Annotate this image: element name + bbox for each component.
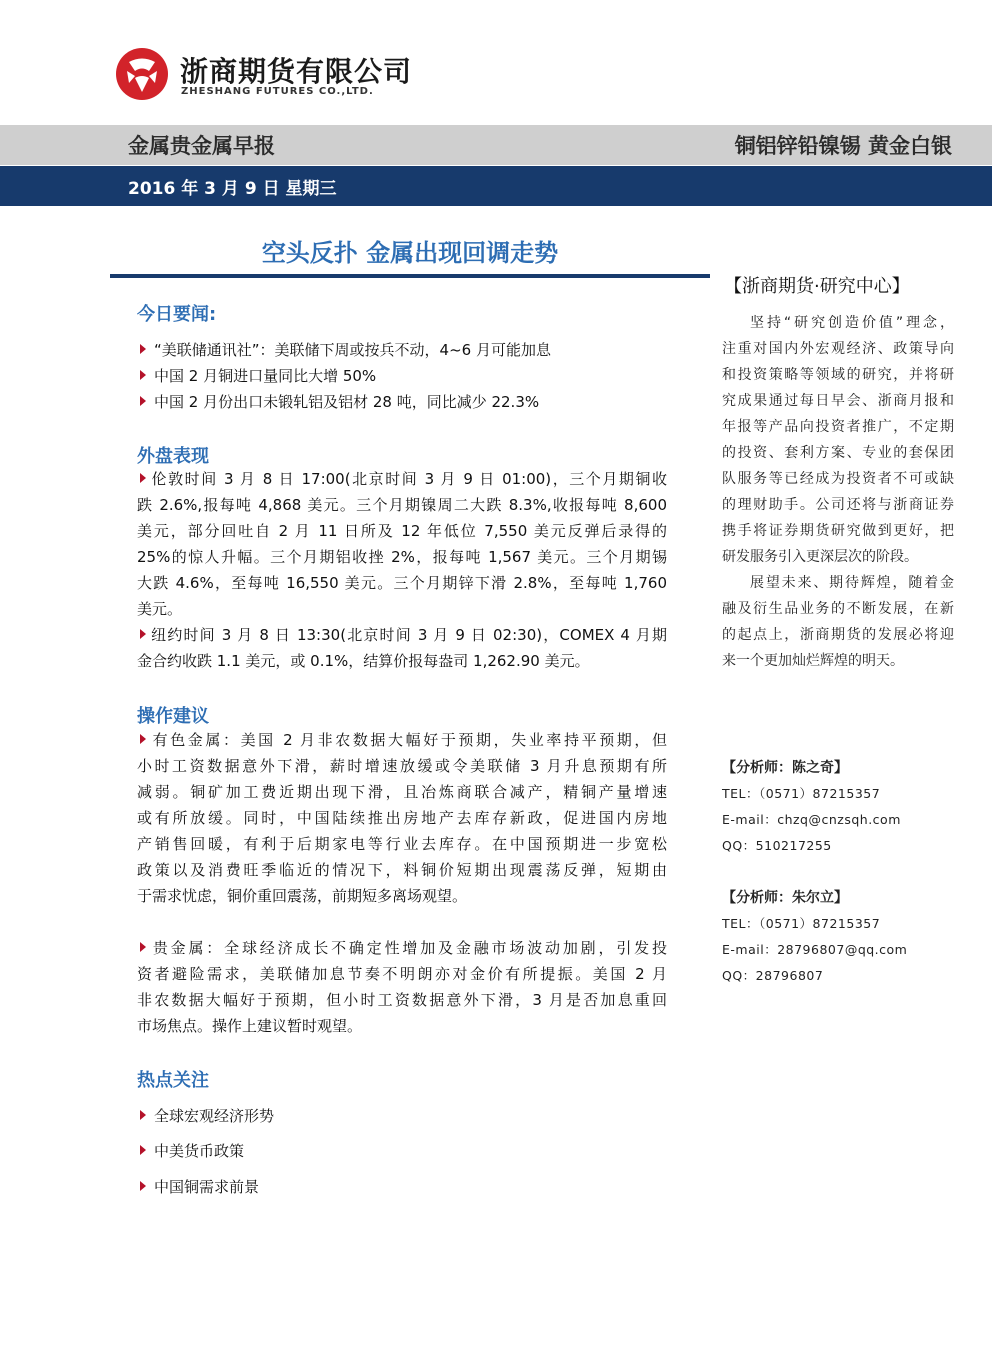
overseas-heading: 外盘表现 [137,446,209,467]
research-center-title: 【浙商期货·研究中心】 [724,276,910,297]
bullet-triangle-icon [140,1145,146,1155]
news-heading: 今日要闻: [137,304,217,325]
metals-covered: 铜铝锌铅镍锡 黄金白银 [734,134,952,158]
report-date: 2016 年 3 月 9 日 星期三 [128,179,337,199]
bullet-triangle-icon [140,1181,146,1191]
hot-topic-item: 全球宏观经济形势 [140,1103,274,1129]
news-item: 中国 2 月铜进口量同比大增 50% [140,363,376,389]
bullet-triangle-icon [140,734,146,744]
analyst-heading: 【分析师：朱尔立】 [722,890,848,906]
bullet-triangle-icon [140,344,146,354]
bullet-triangle-icon [140,370,146,380]
headline-divider [110,274,710,278]
analyst-heading: 【分析师：陈之奇】 [722,760,848,776]
research-center-intro: 坚持“研究创造价值”理念， 注重对国内外宏观经济、政策导向 和投资策略等领域的研究，并将研 究成果通过每日早会、浙商月报和 年报等产品向投资者推广，不定期 的投资、套利方案、专业的套保团 队服务等已经成为投资者不可或缺 的理财助手。公司还将与浙商证券 携手将证券期货研究做到更好，把 研发服务引入更深层次的阶段。 [722,315,954,565]
company-name-en: ZHESHANG FUTURES CO.,LTD. [181,86,374,97]
bullet-triangle-icon [140,942,146,952]
analyst-qq: QQ：28796807 [722,968,824,983]
news-item: “美联储通讯社”：美联储下周或按兵不动，4~6 月可能加息 [140,337,551,363]
bullet-triangle-icon [140,1110,146,1120]
overseas-newyork-paragraph: 纽约时间 3 月 8 日 13:30(北京时间 3 月 9 日 02:30)，COMEX 4 月期 金合约收跌 1.1 美元，或 0.1%，结算价报每盎司 1,262.90 美元。 [137,626,667,670]
overseas-london-paragraph: 伦敦时间 3 月 8 日 17:00(北京时间 3 月 9 日 01:00)，三个月期铜收 跌 2.6%,报每吨 4,868 美元。三个月期镍周二大跌 8.3%,收报每吨 8,600 美元，部分回吐自 2 月 11 日所及 12 年低位 7,550 美元反弹后录得的 25%的惊人升幅。三个月期铝收挫 2%，报每吨 1,567 美元。三个月期锡 大跌 4.6%，至每吨 16,550 美元。三个月期锌下滑 2.8%，至每吨 1,760 美元。 [137,470,667,618]
advice-precious-metals-paragraph: 贵金属：全球经济成长不确定性增加及金融市场波动加剧，引发投 资者避险需求，美联储加息节奏不明朗亦对金价有所提振。美国 2 月 非农数据大幅好于预期，但小时工资数据意外下滑，3 月是否加息重回 市场焦点。操作上建议暂时观望。 [137,939,667,1035]
news-item: 中国 2 月份出口未锻轧铝及铝材 28 吨，同比减少 22.3% [140,389,539,415]
analyst-tel: TEL：（0571）87215357 [722,786,881,801]
hot-topic-item: 中美货币政策 [140,1138,244,1164]
analyst-qq: QQ：510217255 [722,838,832,853]
report-type: 金属贵金属早报 [128,134,275,158]
advice-base-metals-paragraph: 有色金属：美国 2 月非农数据大幅好于预期，失业率持平预期，但 小时工资数据意外下滑，薪时增速放缓或令美联储 3 月升息预期有所 减弱。铜矿加工费近期出现下滑，且冶炼商联合减产，精铜产量增速 或有所放缓。同时，中国陆续推出房地产去库存新政，促进国内房地 产销售回暖，有利于后期家电等行业去库存。在中国预期进一步宽松 政策以及消费旺季临近的情况下，料铜价短期出现震荡反弹，短期由 于需求忧虑，铜价重回震荡，前期短多离场观望。 [137,731,667,905]
hot-topic-item: 中国铜需求前景 [140,1174,259,1200]
bullet-triangle-icon [140,473,146,483]
company-logo-icon [115,47,169,101]
analyst-email[interactable]: E-mail：28796807@qq.com [722,942,908,957]
bullet-triangle-icon [140,396,146,406]
company-name-cn: 浙商期货有限公司 [180,55,413,88]
bullet-triangle-icon [140,629,146,639]
hot-topics-heading: 热点关注 [137,1070,209,1091]
analyst-tel: TEL：（0571）87215357 [722,916,881,931]
research-center-outlook: 展望未来、期待辉煌，随着金 融及衍生品业务的不断发展，在新 的起点上，浙商期货的发展必将迎 来一个更加灿烂辉煌的明天。 [722,575,954,669]
headline: 空头反扑 金属出现回调走势 [261,239,559,267]
analyst-email[interactable]: E-mail：chzq@cnzsqh.com [722,812,901,827]
advice-heading: 操作建议 [137,706,209,727]
